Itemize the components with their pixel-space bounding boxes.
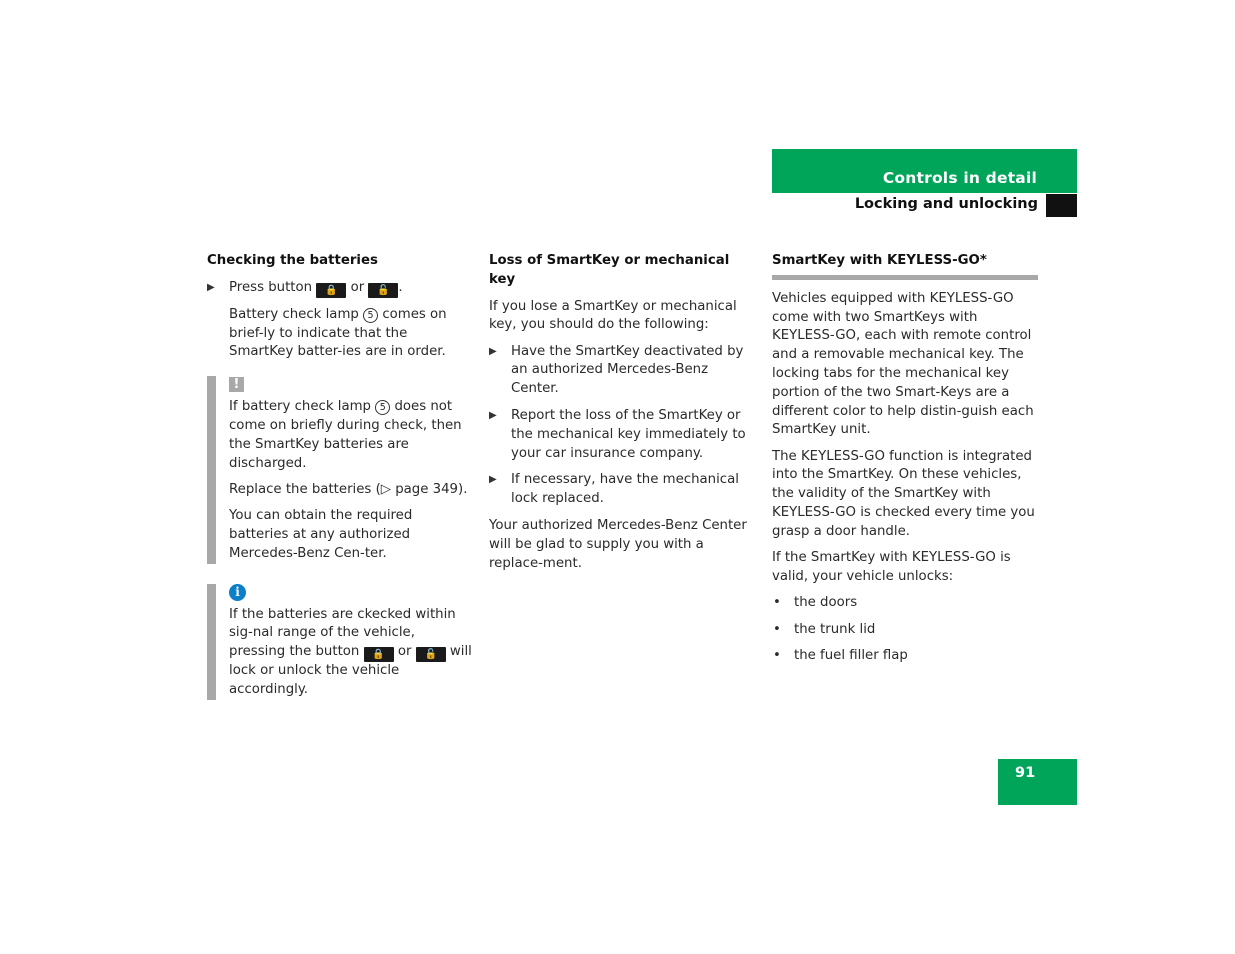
bullet-dot-icon: • xyxy=(773,621,781,637)
column-loss xyxy=(489,252,755,581)
bullet-dot-icon: • xyxy=(773,595,781,611)
list-item: • the fuel filler flap xyxy=(772,647,1038,666)
keyless-text-1: Vehicles equipped with KEYLESS-GO come with two SmartKeys with KEYLESS-GO, each with remote control and a removable mechanical key. The locking tabs for the mechanical key portion of the two Smart-Keys are a different color to help distin-guish each SmartKey unit. xyxy=(772,290,1034,438)
heading-keyless-go: SmartKey with KEYLESS-GO* xyxy=(772,252,1038,280)
section-marker xyxy=(1046,194,1077,217)
info-text: If the batteries are ckecked within sig-nal range of the vehicle, pressing the button 🔒 or 🔓 will lock or unlock the vehicle accordingly. xyxy=(229,606,472,697)
column-keyless-go xyxy=(772,252,1038,673)
lock-key-icon: 🔒 xyxy=(316,283,346,298)
info-note xyxy=(207,584,473,700)
loss-intro: If you lose a SmartKey or mechanical key, you should do the following: xyxy=(489,298,737,333)
warning-text-3: You can obtain the required batteries at any authorized Mercedes-Benz Cen-ter. xyxy=(229,508,413,561)
list-item: • the doors xyxy=(772,594,1038,613)
keyless-text-2: The KEYLESS-GO function is integrated into the SmartKey. On these vehicles, the validity of the SmartKey with KEYLESS-GO is checked every time you grasp a door handle. xyxy=(772,448,1035,539)
step-press-button: ▶ Press button 🔒 or 🔓 . xyxy=(207,279,403,296)
lamp-number-badge: 5 xyxy=(375,400,390,415)
arrow-bullet-icon: ▶ xyxy=(207,281,215,293)
page-number-tab xyxy=(998,759,1077,805)
battery-check-result: Battery check lamp 5 comes on brief-ly to indicate that the SmartKey batter-ies are in order. xyxy=(229,306,447,360)
info-icon: i xyxy=(229,584,246,601)
section-title: Locking and unlocking xyxy=(854,196,1038,212)
keyless-text-3: If the SmartKey with KEYLESS-GO is valid, your vehicle unlocks: xyxy=(772,550,1011,584)
warning-icon: ! xyxy=(229,377,244,392)
lamp-number-badge: 5 xyxy=(363,308,378,323)
unlock-key-icon: 🔓 xyxy=(368,283,398,298)
lock-key-icon: 🔒 xyxy=(364,647,394,662)
arrow-bullet-icon: ▶ xyxy=(489,474,497,486)
heading-loss: Loss of SmartKey or mechanical key xyxy=(489,253,730,287)
heading-checking-batteries: Checking the batteries xyxy=(207,253,378,268)
column-batteries xyxy=(207,252,473,700)
warning-text-2: Replace the batteries (▷ page 349). xyxy=(229,481,468,497)
unlock-key-icon: 🔓 xyxy=(416,647,446,662)
arrow-bullet-icon: ▶ xyxy=(489,345,497,357)
loss-step: ▶ Have the SmartKey deactivated by an authorized Mercedes-Benz Center. xyxy=(489,343,744,397)
loss-step: ▶ Report the loss of the SmartKey or the mechanical key immediately to your car insurance company. xyxy=(489,408,746,461)
loss-step: ▶ If necessary, have the mechanical lock replaced. xyxy=(489,472,739,507)
note-bar xyxy=(207,584,216,700)
chapter-tab xyxy=(772,149,1077,193)
list-item: • the trunk lid xyxy=(772,621,1038,640)
warning-text-1: If battery check lamp 5 does not come on briefly during check, then the SmartKey batteries are discharged. xyxy=(229,399,462,471)
page-number: 91 xyxy=(1015,765,1036,781)
chapter-title: Controls in detail xyxy=(882,169,1037,187)
arrow-bullet-icon: ▶ xyxy=(489,410,497,422)
bullet-dot-icon: • xyxy=(773,647,781,663)
note-bar xyxy=(207,376,216,563)
loss-outro: Your authorized Mercedes-Benz Center will be glad to supply you with a replace-ment. xyxy=(489,518,747,571)
warning-note xyxy=(207,376,473,563)
